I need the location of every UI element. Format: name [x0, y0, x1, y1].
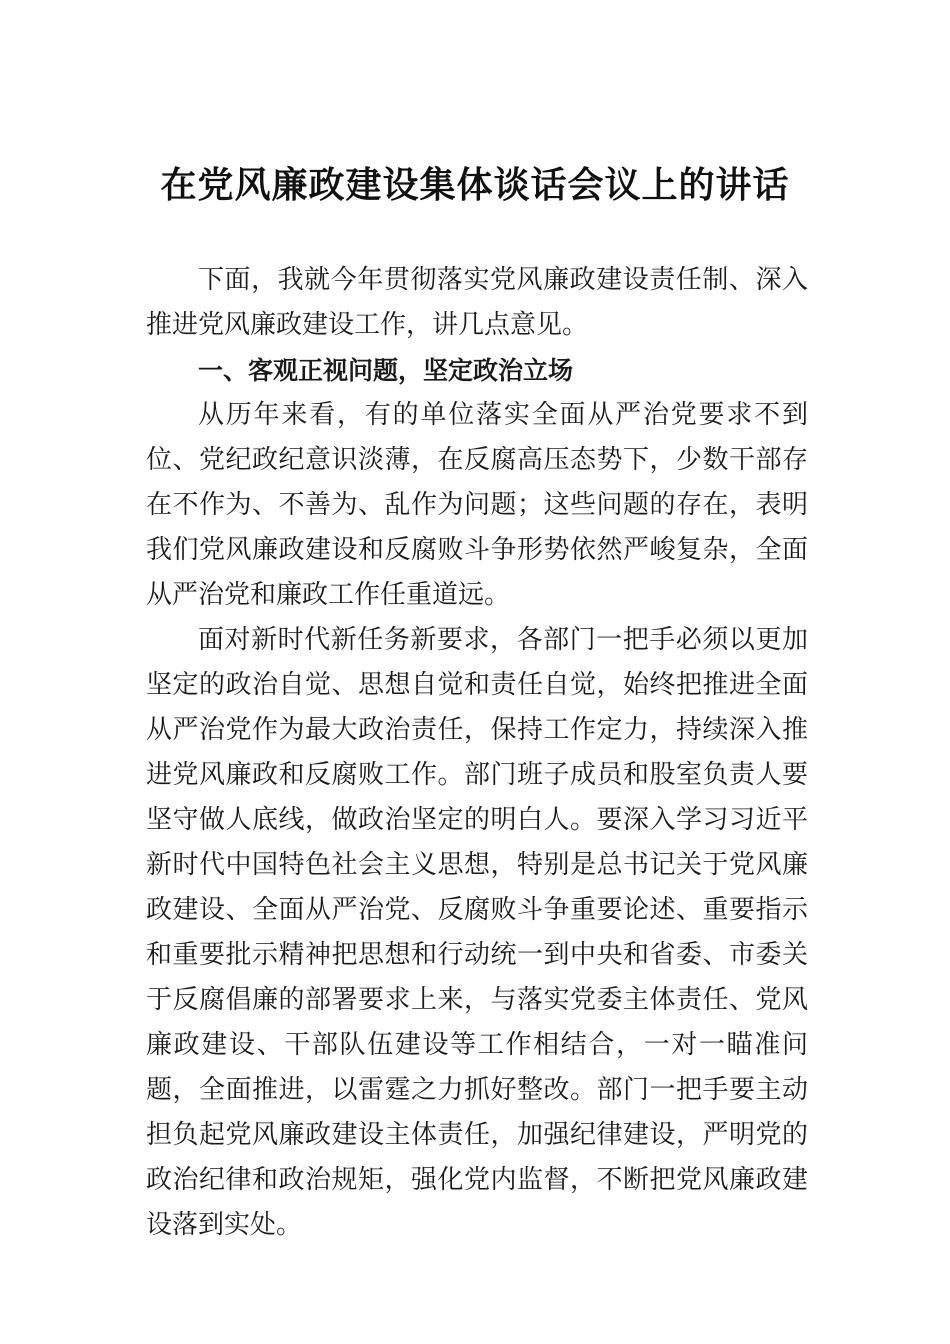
intro-paragraph: 下面，我就今年贯彻落实党风廉政建设责任制、深入推进党风廉政建设工作，讲几点意见。 [146, 265, 808, 340]
document-body [146, 258, 808, 1248]
document-title: 在党风廉政建设集体谈话会议上的讲话 [160, 164, 790, 206]
body-paragraph-2: 面对新时代新任务新要求，各部门一把手必须以更加坚定的政治自觉、思想自觉和责任自觉，始终把推进全面从严治党作为最大政治责任，保持工作定力，持续深入推进党风廉政和反腐败工作。部门班子成员和股室负责人要坚守做人底线，做政治坚定的明白人。要深入学习习近平新时代中国特色社会主义思想，特别是总书记关于党风廉政建设、全面从严治党、反腐败斗争重要论述、重要指示和重要批示精神把思想和行动统一到中央和省委、市委关于反腐倡廉的部署要求上来，与落实党委主体责任、党风廉政建设、干部队伍建设等工作相结合，一对一瞄准问题，全面推进，以雷霆之力抓好整改。部门一把手要主动担负起党风廉政建设主体责任，加强纪律建设，严明党的政治纪律和政治规矩，强化党内监督，不断把党风廉政建设落到实处。 [146, 625, 808, 1240]
section-heading: 一、客观正视问题，坚定政治立场 [198, 356, 574, 385]
body-paragraph-1: 从历年来看，有的单位落实全面从严治党要求不到位、党纪政纪意识淡薄，在反腐高压态势下，少数干部存在不作为、不善为、乱作为问题；这些问题的存在，表明我们党风廉政建设和反腐败斗争形势依然严峻复杂，全面从严治党和廉政工作任重道远。 [146, 400, 808, 610]
